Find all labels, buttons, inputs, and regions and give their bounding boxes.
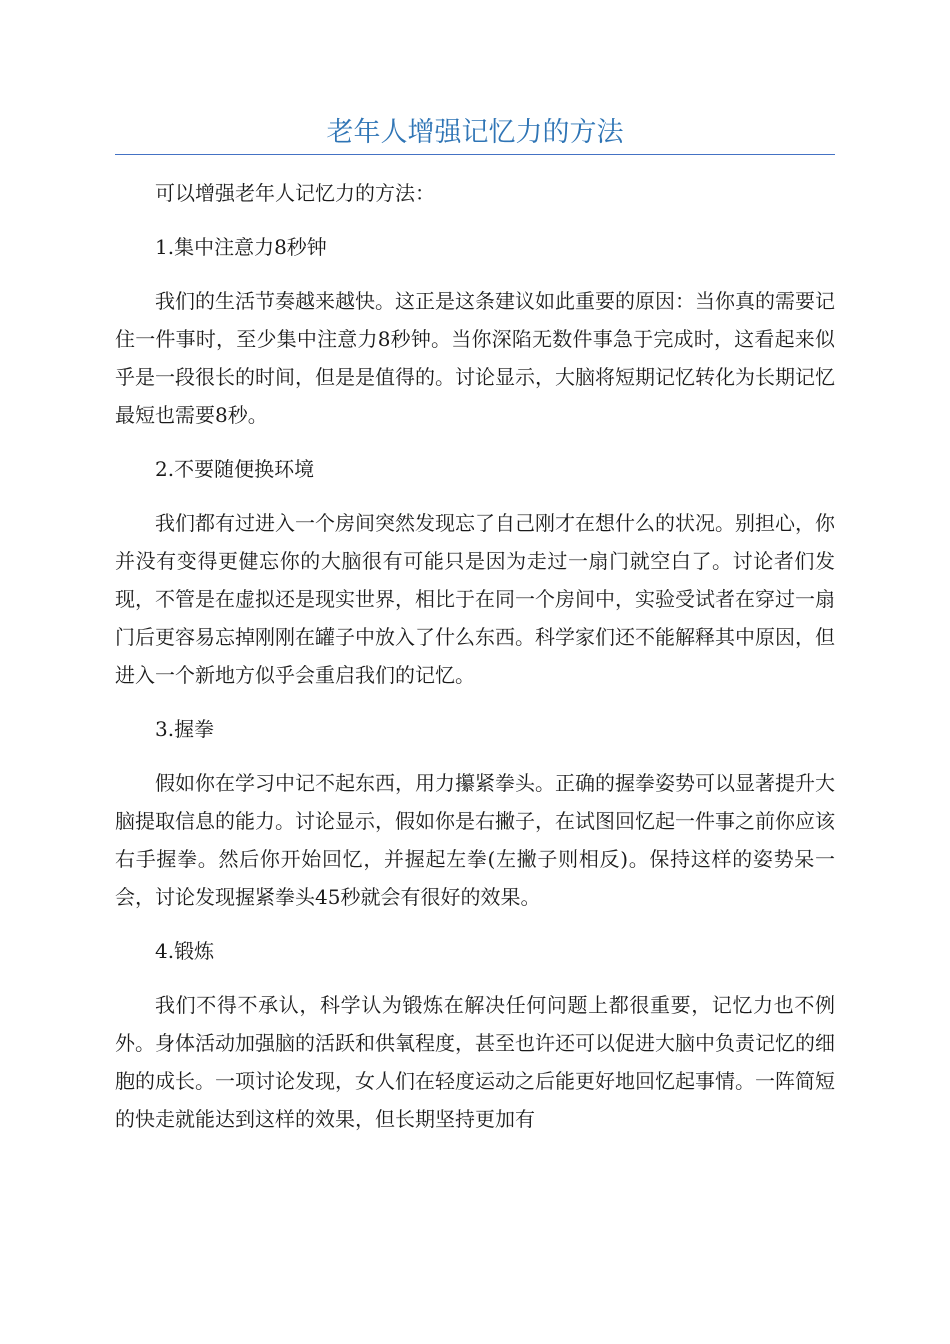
title-underline [115, 154, 835, 155]
section-heading-2: 2.不要随便换环境 [155, 457, 315, 481]
document-title: 老年人增强记忆力的方法 [326, 117, 624, 148]
section-heading-3: 3.握拳 [155, 717, 215, 741]
section-paragraph-4: 我们不得不承认，科学认为锻炼在解决任何问题上都很重要，记忆力也不例外。身体活动加强脑的活跃和供氧程度，甚至也许还可以促进大脑中负责记忆的细胞的成长。一项讨论发现，女人们在轻度运动之后能更好地回忆起事情。一阵简短的快走就能达到这样的效果，但长期坚持更加有 [115, 993, 835, 1131]
section-heading-4: 4.锻炼 [155, 939, 215, 963]
document-body [115, 174, 835, 1154]
section-paragraph-3: 假如你在学习中记不起东西，用力攥紧拳头。正确的握拳姿势可以显著提升大脑提取信息的能力。讨论显示，假如你是右撇子，在试图回忆起一件事之前你应该右手握拳。然后你开始回忆，并握起左拳(左撇子则相反)。保持这样的姿势呆一会，讨论发现握紧拳头45秒就会有很好的效果。 [115, 771, 835, 909]
section-heading-1: 1.集中注意力8秒钟 [155, 235, 327, 259]
section-paragraph-1: 我们的生活节奏越来越快。这正是这条建议如此重要的原因：当你真的需要记住一件事时，至少集中注意力8秒钟。当你深陷无数件事急于完成时，这看起来似乎是一段很长的时间，但是是值得的。讨论显示，大脑将短期记忆转化为长期记忆最短也需要8秒。 [115, 289, 835, 427]
intro-paragraph: 可以增强老年人记忆力的方法： [155, 181, 435, 205]
section-paragraph-2: 我们都有过进入一个房间突然发现忘了自己刚才在想什么的状况。别担心，你并没有变得更健忘你的大脑很有可能只是因为走过一扇门就空白了。讨论者们发现，不管是在虚拟还是现实世界，相比于在同一个房间中，实验受试者在穿过一扇门后更容易忘掉刚刚在罐子中放入了什么东西。科学家们还不能解释其中原因，但进入一个新地方似乎会重启我们的记忆。 [115, 511, 835, 687]
